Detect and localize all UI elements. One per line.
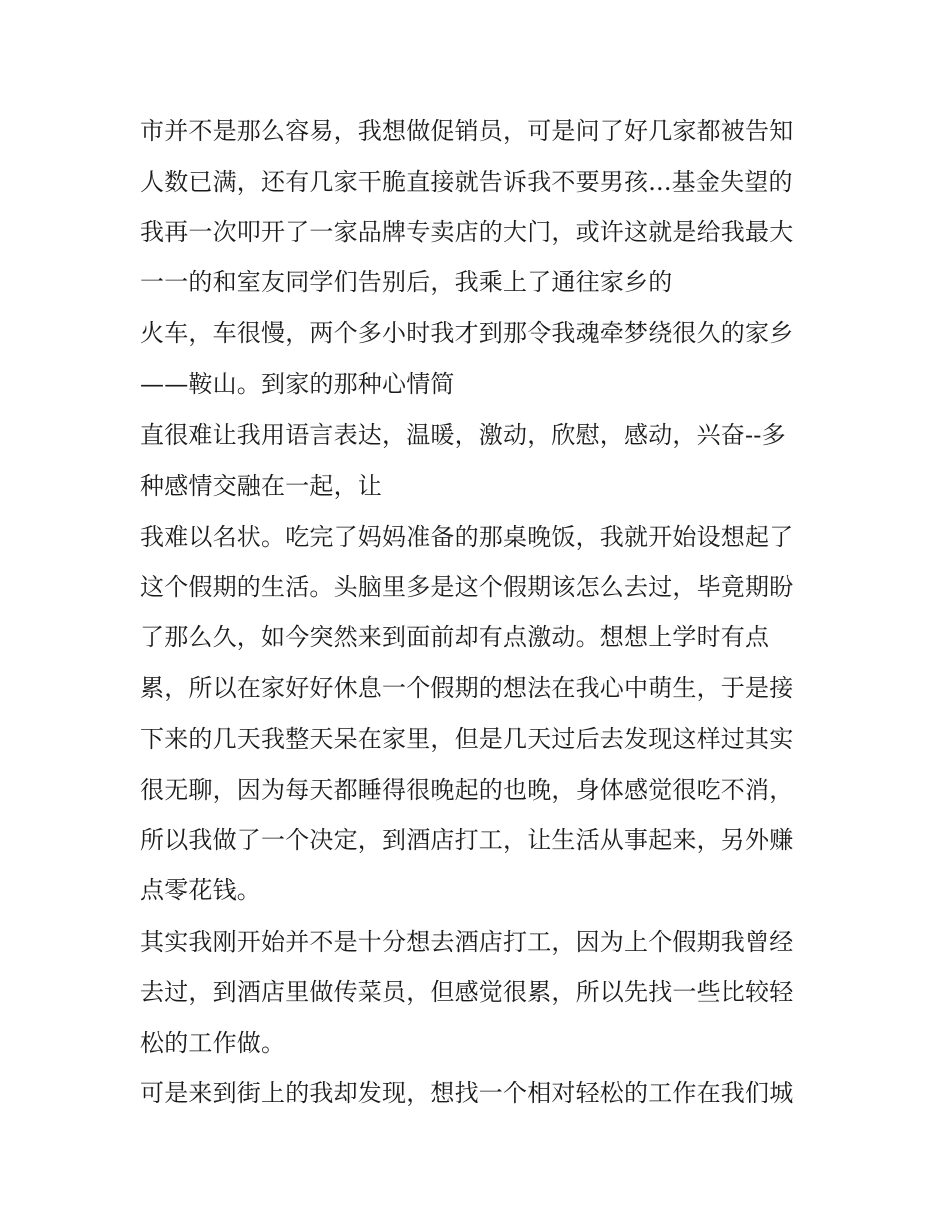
text-line: 一一的和室友同学们告别后，我乘上了通往家乡的 <box>140 268 673 296</box>
text-line: 直很难让我用语言表达，温暖，激动，欣慰，感动，兴奋--多 <box>140 421 786 449</box>
text-line: 很无聊，因为每天都睡得很晚起的也晚，身体感觉很吃不消， <box>140 776 794 804</box>
text-line: 我再一次叩开了一家品牌专卖店的大门，或许这就是给我最大 <box>140 218 794 246</box>
text-line: 累，所以在家好好休息一个假期的想法在我心中萌生，于是接 <box>140 674 794 702</box>
text-line: 人数已满，还有几家干脆直接就告诉我不要男孩...基金失望的 <box>140 168 793 196</box>
text-line: 火车，车很慢，两个多小时我才到那令我魂牵梦绕很久的家乡 <box>140 319 794 347</box>
text-line: 这个假期的生活。头脑里多是这个假期该怎么去过，毕竟期盼 <box>140 573 794 601</box>
text-line: 我难以名状。吃完了妈妈准备的那桌晚饭，我就开始设想起了 <box>140 523 794 551</box>
text-line: 种感情交融在一起，让 <box>140 472 382 500</box>
text-line: 下来的几天我整天呆在家里，但是几天过后去发现这样过其实 <box>140 725 794 753</box>
text-line: 所以我做了一个决定，到酒店打工，让生活从事起来，另外赚 <box>140 826 794 854</box>
text-line: 去过，到酒店里做传菜员，但感觉很累，所以先找一些比较轻 <box>140 978 794 1006</box>
text-line: 市并不是那么容易，我想做促销员，可是问了好几家都被告知 <box>140 117 794 145</box>
text-line: 可是来到街上的我却发现，想找一个相对轻松的工作在我们城 <box>140 1079 794 1107</box>
text-line: 了那么久，如今突然来到面前却有点激动。想想上学时有点 <box>140 623 770 651</box>
text-line: 其实我刚开始并不是十分想去酒店打工，因为上个假期我曾经 <box>140 928 794 956</box>
text-line: ——鞍山。到家的那种心情简 <box>140 370 455 398</box>
text-line: 松的工作做。 <box>140 1029 286 1057</box>
text-line: 点零花钱。 <box>140 876 261 904</box>
